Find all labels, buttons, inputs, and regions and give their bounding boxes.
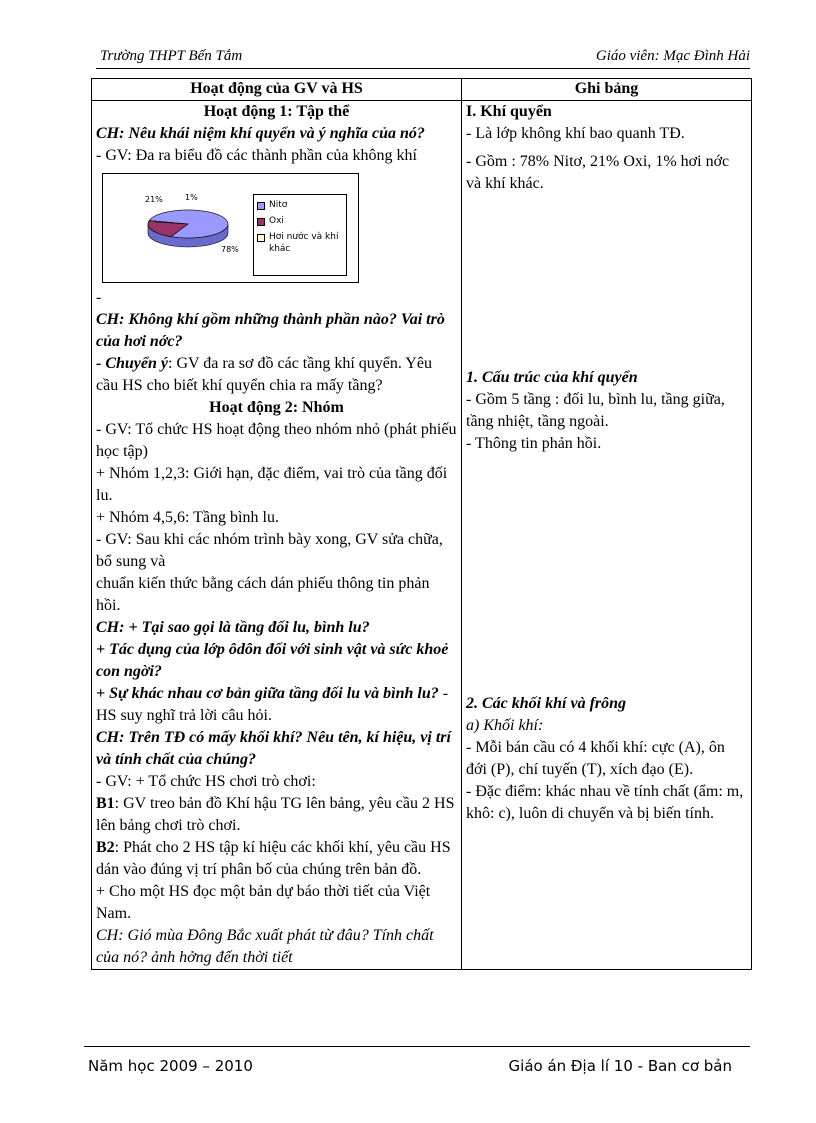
air-composition-chart bbox=[102, 173, 359, 283]
shift-label: - Chuyển ý bbox=[96, 355, 168, 372]
notes-column bbox=[462, 101, 752, 970]
group-456: + Nhóm 4,5,6: Tầng bình lu. bbox=[96, 509, 279, 526]
page-header bbox=[96, 46, 750, 69]
shift-text: : GV đa ra sơ đồ các tầng khí quyển. Yêu cầu HS cho biết khí quyển chia ra mấy tầng? bbox=[96, 355, 432, 394]
question-7: CH: Gió mùa Đông Bắc xuất phát từ đâu? Tính chất của nó? ảnh hởng đến thời tiết bbox=[96, 927, 434, 966]
air-masses-traits: - Đặc điểm: khác nhau về tính chất (ẩm: m, khô: c), luôn di chuyển và bị biến tính. bbox=[466, 783, 744, 822]
header-activities: Hoạt động của GV và HS bbox=[92, 79, 462, 101]
lesson-table bbox=[91, 78, 752, 970]
b2-text: : Phát cho 2 HS tập kí hiệu các khối khí, yêu cầu HS dán vào đúng vị trí phân bố của chúng trên bản đồ. bbox=[96, 839, 451, 878]
teacher-name: Giáo viên: Mạc Đình Hải bbox=[595, 48, 750, 64]
b1-label: B1 bbox=[96, 795, 115, 812]
question-3: CH: + Tại sao gọi là tầng đối lu, bình lu? bbox=[96, 619, 370, 636]
gv-step-3: - GV: Sau khi các nhóm trình bày xong, GV sửa chữa, bổ sung và bbox=[96, 531, 443, 570]
question-5-answer: - HS suy nghĩ trả lời câu hỏi. bbox=[96, 685, 449, 724]
pie-chart bbox=[103, 174, 253, 282]
legend-swatch bbox=[257, 218, 265, 226]
activities-column bbox=[92, 101, 462, 970]
read-forecast: + Cho một HS đọc một bản dự báo thời tiết của Việt Nam. bbox=[96, 883, 431, 922]
question-1: CH: Nêu khái niệm khí quyển và ý nghĩa của nó? bbox=[96, 125, 425, 142]
air-masses-list: - Mỗi bán cầu có 4 khối khí: cực (A), ôn đới (P), chí tuyến (T), xích đạo (E). bbox=[466, 739, 725, 778]
b1-text: : GV treo bản đồ Khí hậu TG lên bảng, yêu cầu 2 HS lên bảng chơi trò chơi. bbox=[96, 795, 455, 834]
school-name: Trường THPT Bến Tắm bbox=[100, 48, 243, 64]
legend-item: Oxi bbox=[257, 215, 342, 227]
page-footer bbox=[84, 1046, 750, 1073]
dash-line: - bbox=[96, 289, 102, 306]
question-4: + Tác dụng của lớp ôdôn đối với sinh vật và sức khoẻ con ngời? bbox=[96, 641, 449, 680]
gv-step-3b: chuẩn kiến thức bằng cách dán phiếu thông tin phản hồi. bbox=[96, 575, 430, 614]
pie-data-label: 78% bbox=[221, 245, 239, 254]
section-atmosphere: I. Khí quyển bbox=[466, 103, 552, 120]
atmosphere-composition: - Gồm : 78% Nitơ, 21% Oxi, 1% hơi nớc và khí khác. bbox=[466, 153, 730, 192]
header-notes: Ghi bảng bbox=[462, 79, 752, 101]
gv-step-1: - GV: Đa ra biểu đồ các thành phần của không khí bbox=[96, 147, 417, 164]
legend-swatch bbox=[257, 202, 265, 210]
doc-title: Giáo án Địa lí 10 - Ban cơ bản bbox=[508, 1057, 732, 1075]
pie-data-label: 1% bbox=[185, 193, 198, 202]
pie-data-label: 21% bbox=[145, 195, 163, 204]
activity1-title: Hoạt động 1: Tập thể bbox=[203, 103, 350, 120]
activity2-title: Hoạt động 2: Nhóm bbox=[209, 399, 344, 416]
gv-step-4: - GV: + Tổ chức HS chơi trò chơi: bbox=[96, 773, 316, 790]
question-6: CH: Trên TĐ có mấy khối khí? Nêu tên, kí hiệu, vị trí và tính chất của chúng? bbox=[96, 729, 451, 768]
chart-legend bbox=[253, 194, 347, 276]
structure-layers: - Gồm 5 tầng : đối lu, bình lu, tầng giữa, tầng nhiệt, tầng ngoài. bbox=[466, 391, 725, 430]
atmosphere-def: - Là lớp không khí bao quanh TĐ. bbox=[466, 125, 685, 142]
b2-label: B2 bbox=[96, 839, 115, 856]
school-year: Năm học 2009 – 2010 bbox=[88, 1057, 253, 1075]
structure-feedback: - Thông tin phản hồi. bbox=[466, 435, 602, 452]
legend-item: Hơi nước và khí khác bbox=[257, 231, 342, 255]
group-123: + Nhóm 1,2,3: Giới hạn, đặc điểm, vai trò của tầng đối lu. bbox=[96, 465, 448, 504]
gv-step-2: - GV: Tổ chức HS hoạt động theo nhóm nhỏ (phát phiếu học tập) bbox=[96, 421, 457, 460]
section-structure: 1. Cấu trúc của khí quyển bbox=[466, 369, 638, 386]
legend-swatch bbox=[257, 234, 265, 242]
legend-item: Nitơ bbox=[257, 199, 342, 211]
question-2: CH: Không khí gồm những thành phần nào? Vai trò của hơi nớc? bbox=[96, 311, 445, 350]
section-air-masses: 2. Các khối khí và frông bbox=[466, 695, 627, 712]
question-5: + Sự khác nhau cơ bản giữa tầng đối lu và bình lu? bbox=[96, 685, 439, 702]
air-masses-sub: a) Khối khí: bbox=[466, 717, 544, 734]
